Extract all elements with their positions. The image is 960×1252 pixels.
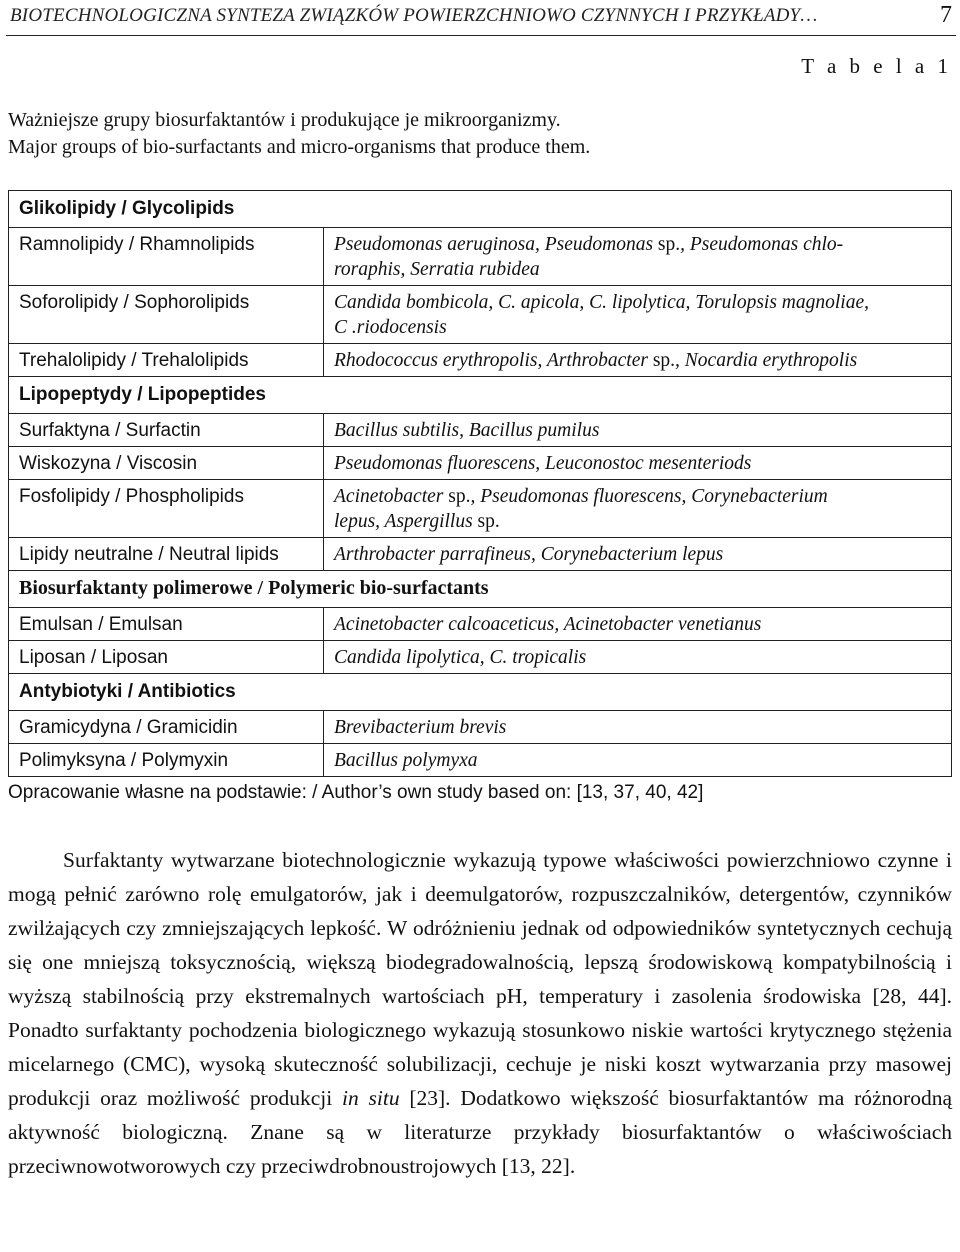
compound-name: Emulsan / Emulsan bbox=[9, 608, 324, 641]
table-row bbox=[9, 538, 952, 571]
table-row bbox=[9, 480, 952, 538]
compound-name: Trehalolipidy / Trehalolipids bbox=[9, 344, 324, 377]
table-row bbox=[9, 711, 952, 744]
biosurfactants-table bbox=[8, 190, 952, 777]
table-row bbox=[9, 344, 952, 377]
table-row bbox=[9, 608, 952, 641]
table-row bbox=[9, 447, 952, 480]
compound-name: Gramicydyna / Gramicidin bbox=[9, 711, 324, 744]
organisms-cell: Candida bombicola, C. apicola, C. lipolytica, Torulopsis magnoliae, C .riodocensis bbox=[324, 286, 952, 344]
compound-name: Wiskozyna / Viscosin bbox=[9, 447, 324, 480]
body-paragraph: Surfaktanty wytwarzane biotechnologicznie wykazują typowe właściwości powierzchniowo czynne i mogą pełnić zarówno rolę emulgatorów, jak i deemulgatorów, rozpuszczalników, detergentów, czynników zwilżających czy zmniejszających lepkość. W odróżnieniu jednak od odpowiedników syntetycznych cechują się one mniejszą toksycznością, większą biodegradowalnością, lepszą środowiskową kompatybilnością i wyższą stabilnością przy ekstremalnych wartościach pH, temperatury i zasolenia środowiska [28, 44]. Ponadto surfaktanty pochodzenia biologicznego wykazują stosunkowo niskie wartości krytycznego stężenia micelarnego (CMC), wysoką skuteczność solubilizacji, cechuje je niski koszt wytwarzania przy masowej produkcji oraz możliwość produkcji in situ [23]. Dodatkowo większość biosurfaktantów ma różnorodną aktywność biologiczną. Znane są w literaturze przykłady biosurfaktantów o właściwościach przeciwnowotworowych czy przeciwdrobnoustrojowych [13, 22]. bbox=[8, 848, 952, 1178]
organisms-cell: Bacillus polymyxa bbox=[324, 744, 952, 777]
caption-polish: Ważniejsze grupy biosurfaktantów i produkujące je mikroorganizmy. bbox=[8, 109, 561, 131]
table-label: T a b e l a 1 bbox=[801, 54, 952, 78]
section-header-glycolipids: Glikolipidy / Glycolipids bbox=[9, 191, 952, 228]
running-header bbox=[6, 0, 956, 36]
section-header-row bbox=[9, 674, 952, 711]
organisms-cell: Bacillus subtilis, Bacillus pumilus bbox=[324, 414, 952, 447]
running-title: BIOTECHNOLOGICZNA SYNTEZA ZWIĄZKÓW POWIERZCHNIOWO CZYNNYCH I PRZYKŁADY… bbox=[10, 5, 818, 26]
compound-name: Fosfolipidy / Phospholipids bbox=[9, 480, 324, 538]
table-row bbox=[9, 286, 952, 344]
body-text bbox=[8, 843, 952, 1183]
organisms-cell: Rhodococcus erythropolis, Arthrobacter sp., Nocardia erythropolis bbox=[324, 344, 952, 377]
table-row bbox=[9, 414, 952, 447]
compound-name: Liposan / Liposan bbox=[9, 641, 324, 674]
table-caption bbox=[8, 107, 590, 161]
section-header-row bbox=[9, 191, 952, 228]
page-number: 7 bbox=[940, 2, 952, 28]
compound-name: Surfaktyna / Surfactin bbox=[9, 414, 324, 447]
organisms-cell: Pseudomonas aeruginosa, Pseudomonas sp., Pseudomonas chlo- roraphis, Serratia rubidea bbox=[324, 228, 952, 286]
table-row bbox=[9, 744, 952, 777]
section-header-row bbox=[9, 377, 952, 414]
organisms-cell: Acinetobacter sp., Pseudomonas fluorescens, Corynebacterium lepus, Aspergillus sp. bbox=[324, 480, 952, 538]
organisms-cell: Pseudomonas fluorescens, Leuconostoc mesenteriods bbox=[324, 447, 952, 480]
compound-name: Lipidy neutralne / Neutral lipids bbox=[9, 538, 324, 571]
organisms-cell: Acinetobacter calcoaceticus, Acinetobacter venetianus bbox=[324, 608, 952, 641]
caption-english: Major groups of bio-surfactants and micro-organisms that produce them. bbox=[8, 136, 591, 158]
compound-name: Ramnolipidy / Rhamnolipids bbox=[9, 228, 324, 286]
organisms-cell: Brevibacterium brevis bbox=[324, 711, 952, 744]
organisms-cell: Arthrobacter parrafineus, Corynebacterium lepus bbox=[324, 538, 952, 571]
source-note: Opracowanie własne na podstawie: / Author’s own study based on: [13, 37, 40, 42] bbox=[8, 782, 704, 803]
section-header-polymeric: Biosurfaktanty polimerowe / Polymeric bio-surfactants bbox=[9, 571, 952, 608]
organisms-cell: Candida lipolytica, C. tropicalis bbox=[324, 641, 952, 674]
table-row bbox=[9, 641, 952, 674]
compound-name: Polimyksyna / Polymyxin bbox=[9, 744, 324, 777]
compound-name: Soforolipidy / Sophorolipids bbox=[9, 286, 324, 344]
table-row bbox=[9, 228, 952, 286]
section-header-antibiotics: Antybiotyki / Antibiotics bbox=[9, 674, 952, 711]
section-header-row bbox=[9, 571, 952, 608]
section-header-lipopeptides: Lipopeptydy / Lipopeptides bbox=[9, 377, 952, 414]
